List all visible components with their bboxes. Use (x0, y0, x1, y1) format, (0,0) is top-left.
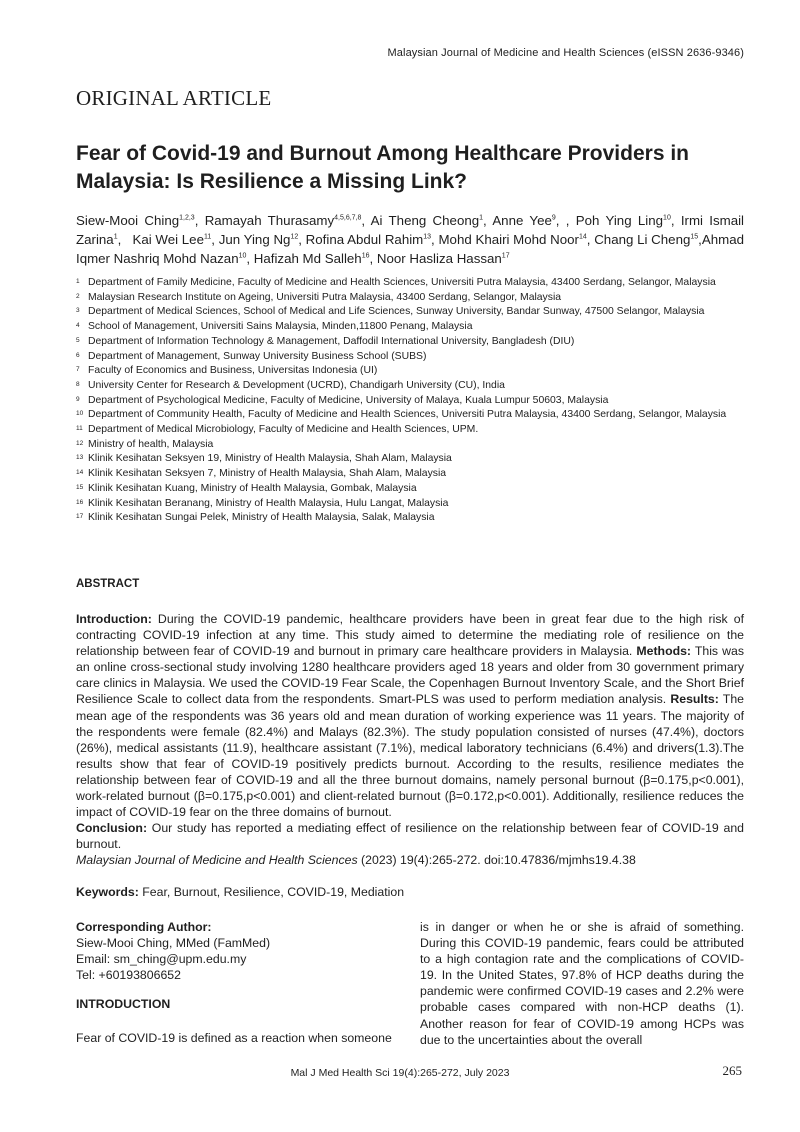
author-separator: , (483, 213, 493, 228)
affiliation-item (76, 320, 744, 335)
affiliation-item (76, 276, 744, 291)
affiliation-text: Department of Community Health, Faculty of Medicine and Health Sciences, Universiti Putra Malaysia, 43400 Serdang, Selangor, Malaysia (88, 409, 727, 421)
affiliation-item (76, 467, 744, 482)
affiliation-number: 16 (76, 498, 84, 506)
affiliation-item (76, 394, 744, 409)
author-separator: , (369, 251, 377, 266)
affiliation-number: 7 (76, 366, 80, 374)
keywords-label: Keywords: (76, 885, 139, 899)
author-separator: , (361, 213, 371, 228)
page-number: 265 (722, 1063, 742, 1078)
abstract-results-text: The mean age of the respondents was 36 years old and mean duration of working experience was 11 years. The majority of the respondents were female (82.4%) and Malays (82.3%). The study population consisted of nurses (47.4%), doctors (26%), medical assistants (11.9), healthcare assistant (7.1%), medical laboratory technicians (6.4%) and drivers(1.3).The results show that fear of COVID-19 positively predicts burnout. According to the results, resilience mediates the relationship between fear of COVID-19 and all the three burnout domains, namely personal burnout (β=0.175,p<0.001), work-related burnout (β=0.175,p<0.001) and client-related burnout (β=0.172,p<0.001). Additionally, resilience reduces the impact of COVID-19 fear on the three domains of burnout. (76, 692, 744, 820)
article-type: ORIGINAL ARTICLE (76, 86, 272, 110)
affiliation-item (76, 291, 744, 306)
author-affiliation-sup: 12 (290, 233, 299, 241)
affiliation-text: Department of Medical Microbiology, Faculty of Medicine and Health Sciences, UPM. (88, 424, 479, 436)
author-separator: , (211, 232, 219, 247)
affiliation-number: 3 (76, 307, 80, 315)
author-separator: , , (555, 213, 576, 228)
abstract-intro-text: During the COVID-19 pandemic, healthcare providers have been in great fear due to the high risk of contracting COVID-19 infection at any time. This study aimed to determine the mediating role of resilience on the relationship between fear of COVID-19 and burnout in primary care healthcare providers in Malaysia. (76, 612, 744, 659)
affiliation-text: Department of Family Medicine, Faculty of Medicine and Health Sciences, Universiti Putra Malaysia, 43400 Serdang, Selangor, Malaysia (88, 277, 716, 288)
author-name: Hafizah Md Salleh (253, 251, 362, 266)
author-name: Mohd Khairi Mohd Noor (438, 232, 579, 247)
affiliation-text: School of Management, Universiti Sains Malaysia, Minden,11800 Penang, Malaysia (88, 321, 473, 333)
author-name: Kai Wei Lee (132, 232, 204, 247)
author-affiliation-sup: 10 (238, 252, 247, 260)
affiliation-text: Faculty of Economics and Business, Universitas Indonesia (UI) (88, 365, 378, 377)
author-name: Anne Yee (492, 213, 552, 228)
affiliation-text: Department of Management, Sunway University Business School (SUBS) (88, 350, 427, 362)
affiliation-number: 11 (76, 425, 83, 433)
affiliation-text: Klinik Kesihatan Sungai Pelek, Ministry of Health Malaysia, Salak, Malaysia (88, 512, 435, 524)
author-affiliation-sup: 17 (501, 252, 510, 260)
journal-header: Malaysian Journal of Medicine and Health Sciences (eISSN 2636-9346) (387, 47, 744, 59)
abstract-intro-label: Introduction: (76, 612, 152, 626)
affiliation-list (76, 276, 744, 526)
author-separator: , (298, 232, 306, 247)
author-name: Poh Ying Ling (575, 213, 664, 228)
citation-details: (2023) 19(4):265-272. doi:10.47836/mjmhs19.4.38 (357, 853, 636, 868)
introduction-heading: INTRODUCTION (76, 997, 171, 1011)
author-affiliation-sup: 4,5,6,7,8 (334, 214, 362, 222)
affiliation-item (76, 423, 744, 438)
author-separator: , (117, 232, 133, 247)
affiliation-text: Department of Psychological Medicine, Faculty of Medicine, University of Malaya, Kuala Lumpur 50603, Malaysia (88, 394, 609, 406)
affiliation-item (76, 335, 744, 350)
abstract-results-label: Results: (670, 692, 719, 707)
affiliation-text: Ministry of health, Malaysia (88, 438, 214, 450)
author-separator: , (246, 251, 254, 266)
author-name: Rofina Abdul Rahim (305, 232, 424, 247)
author-name: Ai Theng Cheong (370, 213, 480, 228)
author-name: Ramayah Thurasamy (204, 213, 335, 228)
article-title: Fear of Covid-19 and Burnout Among Healthcare Providers in Malaysia: Is Resilience a Missing Link? (76, 142, 689, 193)
corresponding-author (76, 919, 396, 983)
affiliation-item (76, 452, 744, 467)
citation-journal: Malaysian Journal of Medicine and Health Sciences (76, 853, 358, 868)
author-separator: , (670, 213, 681, 228)
introduction-left-text: Fear of COVID-19 is defined as a reaction when someone (76, 1031, 392, 1045)
affiliation-number: 8 (76, 380, 80, 388)
affiliation-number: 17 (76, 513, 84, 521)
abstract-heading: ABSTRACT (76, 578, 140, 590)
author-affiliation-sup: 1,2,3 (179, 214, 195, 222)
author-affiliation-sup: 9 (551, 214, 556, 222)
footer-citation: Mal J Med Health Sci 19(4):265-272, July 2023 (290, 1067, 510, 1079)
affiliation-item (76, 305, 744, 320)
keywords-text: Fear, Burnout, Resilience, COVID-19, Mediation (138, 885, 405, 899)
author-name: Ahmad Iqmer Nashriq Mohd Nazan (76, 232, 745, 266)
affiliation-number: 12 (76, 439, 84, 447)
author-affiliation-sup: 10 (663, 214, 671, 222)
affiliation-number: 13 (76, 454, 84, 462)
affiliation-number: 10 (76, 410, 84, 418)
author-affiliation-sup: 15 (690, 233, 699, 241)
author-name: Irmi Ismail Zarina (76, 213, 745, 247)
author-separator: , (194, 213, 205, 228)
corresponding-name: Siew-Mooi Ching, MMed (FamMed) (76, 936, 271, 950)
author-separator: , (586, 232, 595, 247)
affiliation-number: 15 (76, 483, 84, 491)
author-affiliation-sup: 14 (578, 233, 587, 241)
author-name: Siew-Mooi Ching (76, 213, 180, 228)
affiliation-item (76, 350, 744, 365)
affiliation-item (76, 408, 744, 423)
abstract-body (76, 611, 744, 869)
author-name: Noor Hasliza Hassan (376, 251, 502, 266)
affiliation-number: 14 (76, 469, 84, 477)
author-affiliation-sup: 13 (423, 233, 432, 241)
corresponding-heading: Corresponding Author: (76, 920, 212, 934)
affiliation-item (76, 364, 744, 379)
abstract-conclusion-text: Our study has reported a mediating effect of resilience on the relationship between fear of COVID-19 and burnout. (76, 821, 744, 852)
affiliation-item (76, 438, 744, 453)
author-affiliation-sup: 1 (479, 214, 484, 222)
affiliation-item (76, 379, 744, 394)
author-name: Jun Ying Ng (218, 232, 291, 247)
affiliation-number: 4 (76, 322, 80, 330)
affiliation-text: Malaysian Research Institute on Ageing, Universiti Putra Malaysia, 43400 Serdang, Selangor, Malaysia (88, 291, 562, 303)
affiliation-text: Department of Information Technology & Management, Daffodil International University, Bangladesh (DIU) (88, 335, 575, 347)
author-name: Chang Li Cheng (594, 232, 691, 247)
corresponding-email[interactable]: Email: sm_ching@upm.edu.my (76, 952, 247, 966)
author-separator: , (431, 232, 439, 247)
affiliation-text: Department of Medical Sciences, School of Medical and Life Sciences, Sunway University, Bandar Sunway, 47500 Selangor, Malaysia (88, 306, 705, 318)
affiliation-item (76, 497, 744, 512)
author-separator: , (698, 232, 702, 247)
affiliation-text: Klinik Kesihatan Seksyen 19, Ministry of Health Malaysia, Shah Alam, Malaysia (88, 453, 452, 465)
affiliation-number: 2 (76, 292, 80, 300)
affiliation-text: University Center for Research & Development (UCRD), Chandigarh University (CU), India (88, 379, 505, 391)
affiliation-text: Klinik Kesihatan Kuang, Ministry of Health Malaysia, Gombak, Malaysia (88, 482, 417, 494)
introduction-right-text: is in danger or when he or she is afraid of something. During this COVID-19 pandemic, fears could be attributed to a high contagion rate and the complications of COVID-19. In the United States, 97.8% of HCP deaths during the pandemic were confirmed COVID-19 cases and 2.2% were probable cases compared with non-HCP deaths (1). Another reason for fear of COVID-19 among HCPs was due to the uncertainties about the overall (420, 920, 744, 1047)
abstract-methods-label: Methods: (636, 644, 692, 659)
author-affiliation-sup: 16 (361, 252, 370, 260)
corresponding-tel: Tel: +60193806652 (76, 968, 181, 982)
author-affiliation-sup: 1 (113, 233, 118, 241)
affiliation-text: Klinik Kesihatan Beranang, Ministry of Health Malaysia, Hulu Langat, Malaysia (88, 497, 449, 509)
keywords (76, 885, 404, 899)
affiliation-text: Klinik Kesihatan Seksyen 7, Ministry of Health Malaysia, Shah Alam, Malaysia (88, 468, 447, 480)
affiliation-item (76, 482, 744, 497)
abstract-methods-text: This was an online cross-sectional study involving 1280 healthcare providers aged 18 years and older from 30 government primary care clinics in Malaysia. We used the COVID-19 Fear Scale, the Copenhagen Burnout Inventory Scale, and the Short Brief Resilience Scale to collect data from the respondents. Smart-PLS was used to perform mediation analysis. (76, 644, 744, 707)
affiliation-number: 1 (76, 278, 80, 285)
author-affiliation-sup: 11 (203, 233, 212, 241)
affiliation-number: 6 (76, 351, 80, 359)
affiliation-number: 5 (76, 336, 80, 344)
affiliation-item (76, 511, 744, 526)
author-list (76, 211, 744, 268)
abstract-conclusion-label: Conclusion: (76, 821, 148, 836)
affiliation-number: 9 (76, 395, 80, 403)
